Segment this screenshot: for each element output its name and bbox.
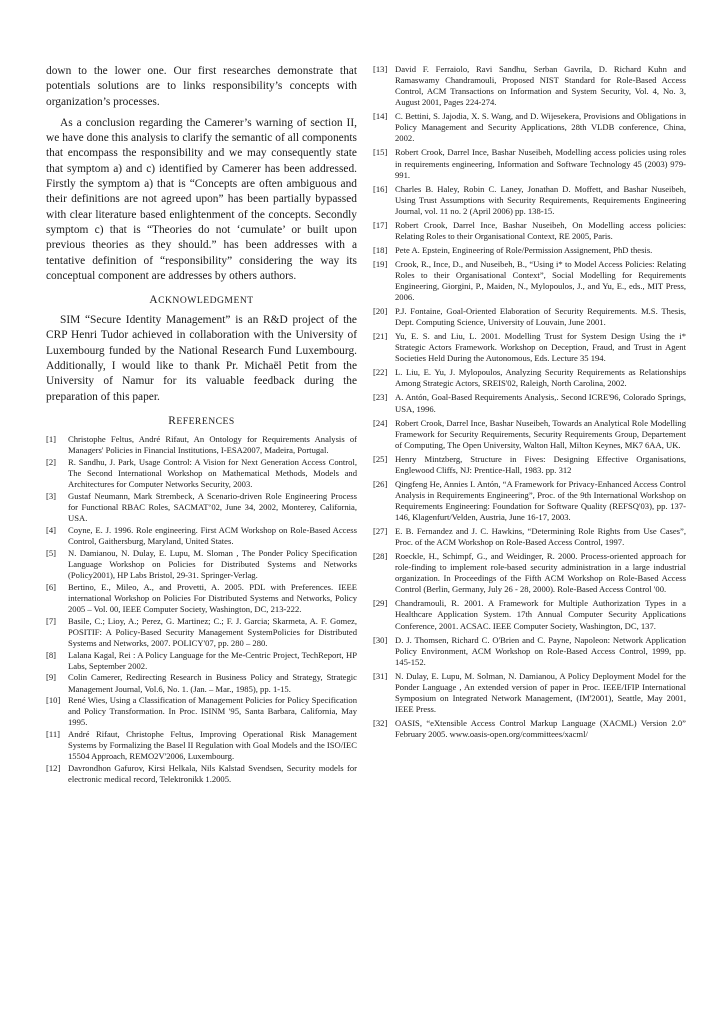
reference-item [46, 582, 357, 615]
reference-text: Henry Mintzberg, Structure in Fives: Designing Effective Organisations, Englewood Cliffs, NJ: Prentice-Hall, 1983. pp. 312 [395, 453, 686, 475]
reference-item [373, 418, 686, 451]
acknowledgment-text: SIM “Secure Identity Management” is an R&D project of the CRP Henri Tudor achieved in collaboration with the University of Luxembourg funded by the National Research Fund Luxembourg. Additionally, I would like to thank Pr. Michaël Petit from the University of Namur for its valuable feedback during the preparation of this paper. [46, 314, 357, 403]
reference-number: [17] [373, 219, 388, 230]
reference-item [46, 650, 357, 672]
reference-number: [12] [46, 763, 61, 774]
reference-number: [31] [373, 670, 388, 681]
reference-text: André Rifaut, Christophe Feltus, Improving Operational Risk Management Systems by Formalizing the Basel II Regulation with Goal Models and the ISO/IEC 15504 Approach, REMO2V'2006, Luxembourg. [68, 729, 357, 762]
reference-text: Qingfeng He, Annies I. Antón, “A Framework for Privacy-Enhanced Access Control Analysis in Requirements Engineering”, Proc. of the 9th International Workshop on Requirements Engineering: Foundation for Software Quality (REFSQ'03), pp. 137-146, Klagenfurt/Velden, Austria, June 16-17, 2003. [395, 478, 686, 523]
references-heading-rest: EFERENCES [176, 415, 235, 427]
reference-number: [21] [373, 331, 388, 342]
reference-text: Bertino, E., Mileo, A., and Provetti, A. 2005. PDL with Preferences. IEEE international Workshop on Policies For Distributed Systems and Networks, Policy 2005 – Vol. 00, IEEE Computer Society, Washington, DC, 213-222. [68, 581, 357, 614]
reference-number: [2] [46, 456, 57, 467]
reference-list-right [373, 64, 686, 740]
reference-text: Coyne, E. J. 1996. Role engineering. First ACM Workshop on Role-Based Access Control, Gaithersburg, Maryland, United States. [68, 524, 357, 546]
reference-text: Crook, R., Ince, D., and Nuseibeh, B., “Using i* to Model Access Policies: Relating Roles to their Organisational Context”, Social Modelling for Requirements Engineering, Giorgini, P., Maiden, N., Mylopoulos, J., and Yu, E., eds., MIT Press, 2006. [395, 258, 686, 303]
reference-number: [11] [46, 729, 60, 740]
reference-number: [25] [373, 453, 388, 464]
reference-number: [5] [46, 547, 57, 558]
reference-text: Lalana Kagal, Rei : A Policy Language for the Me-Centric Project, TechReport, HP Labs, September 2002. [68, 649, 357, 671]
reference-number: [27] [373, 526, 388, 537]
reference-number: [32] [373, 717, 388, 728]
reference-item [373, 551, 686, 595]
reference-text: Davrondhon Gafurov, Kirsi Helkala, Nils Kalstad Svendsen, Security models for electronic medical record, Telektronikk 1.2005. [68, 763, 357, 785]
reference-number: [18] [373, 244, 388, 255]
reference-item [373, 220, 686, 242]
reference-text: C. Bettini, S. Jajodia, X. S. Wang, and D. Wijesekera, Provisions and Obligations in Policy Management and Security Applications, 28th VLDB conference, China, 2002. [395, 111, 686, 144]
reference-item [373, 671, 686, 715]
reference-number: [24] [373, 417, 388, 428]
reference-item [46, 434, 357, 456]
reference-item [373, 147, 686, 180]
reference-number: [22] [373, 367, 388, 378]
reference-item [373, 259, 686, 303]
reference-text: A. Antón, Goal-Based Requirements Analysis,. Second ICRE'96, Colorado Springs, USA, 1996. [395, 392, 686, 414]
reference-text: Pete A. Epstein, Engineering of Role/Permission Assignement, PhD thesis. [395, 244, 653, 255]
reference-number: [13] [373, 64, 388, 74]
reference-text: Chandramouli, R. 2001. A Framework for Multiple Authorization Types in a Healthcare Application System. 17th Annual Computer Security Applications Conference, 2001. ACSAC. IEEE Computer Society, Washington, DC, 137. [395, 598, 686, 631]
reference-item [373, 111, 686, 144]
reference-text: Roeckle, H., Schimpf, G., and Weidinger, R. 2000. Process-oriented approach for role-finding to implement role-based security administration in a large industrial organization. In Proceedings of the Fifth ACM Workshop on Role-Based Access Control (Berlin, Germany, July 26 - 28, 2000). Role-Based Access Control '00. [395, 551, 686, 595]
reference-item [46, 763, 357, 785]
reference-text: N. Damianou, N. Dulay, E. Lupu, M. Sloman , The Ponder Policy Specification Language Workshop on Policies for Distributed Systems and Networks (Policy2001), HP Labs Bristol, 29-31. Springer-Verlag. [68, 547, 357, 580]
reference-text: L. Liu, E. Yu, J. Mylopoulos, Analyzing Security Requirements as Relationships Among Strategic Actors, SREIS'02, Raleigh, North Carolina, 2002. [395, 367, 686, 389]
reference-item [373, 392, 686, 414]
reference-list-left [46, 434, 357, 785]
reference-text: Christophe Feltus, André Rifaut, An Ontology for Requirements Analysis of Managers' Policies in Financial Institutions, I-ESA2007, Madeira, Portugal. [68, 433, 357, 456]
reference-item [373, 331, 686, 364]
reference-number: [6] [46, 581, 57, 592]
reference-number: [1] [46, 433, 57, 444]
reference-number: [14] [373, 111, 388, 122]
reference-item [373, 454, 686, 476]
reference-number: [8] [46, 649, 57, 660]
acknowledgment-heading [46, 294, 357, 306]
body-paragraph: down to the lower one. Our first researches demonstrate that potentials solutions are to links responsibility’s concepts with organization’s processes. [46, 65, 357, 108]
reference-item [373, 479, 686, 523]
reference-item [46, 695, 357, 728]
reference-item [373, 635, 686, 668]
references-heading-initial: R [168, 414, 177, 427]
reference-item [46, 457, 357, 490]
reference-text: R. Sandhu, J. Park, Usage Control: A Vision for Next Generation Access Control, The Second International Workshop on Mathematical Methods, Models and Architectures for Computer Networks Security, 2003. [68, 456, 357, 489]
acknowledgment-heading-initial: A [149, 294, 159, 307]
reference-text: Charles B. Haley, Robin C. Laney, Jonathan D. Moffett, and Bashar Nuseibeh, Using Trust Assumptions with Security Requirements, Requirements Engineering Journal, vol. 11 no. 2 (April 2006) pp. 138-15. [395, 183, 686, 216]
reference-text: N. Dulay, E. Lupu, M. Solman, N. Damianou, A Policy Deployment Model for the Ponder Language , An extended version of paper in Proc. IEEE/IFIP International Symposium on Integrated Network Management, (IM'2001), Seattle, May 2001, IEEE Press. [395, 670, 686, 714]
reference-item [373, 64, 686, 108]
reference-number: [3] [46, 490, 57, 501]
reference-number: [29] [373, 598, 388, 609]
reference-item [46, 616, 357, 649]
reference-number: [10] [46, 695, 61, 706]
reference-text: P.J. Fontaine, Goal-Oriented Elaboration of Security Requirements. M.S. Thesis, Dept. Computing Science, University of Louvain, June 2001. [395, 306, 686, 328]
reference-number: [4] [46, 524, 57, 535]
reference-item [373, 718, 686, 740]
reference-item [46, 729, 357, 762]
reference-number: [19] [373, 258, 388, 269]
reference-number: [20] [373, 306, 388, 317]
references-heading [46, 415, 357, 427]
reference-item [46, 672, 357, 694]
reference-text: René Wies, Using a Classification of Management Policies for Policy Specification and Policy Transformation. In Proc. ISINM '95, Santa Barbara, California, May 1995. [68, 695, 357, 728]
reference-item [373, 367, 686, 389]
reference-text: OASIS, “eXtensible Access Control Markup Language (XACML) Version 2.0” February 2005. www.oasis-open.org/committees/xacml/ [395, 717, 686, 740]
right-column [373, 64, 686, 743]
reference-number: [16] [373, 183, 388, 194]
reference-number: [23] [373, 392, 388, 403]
body-paragraph: As a conclusion regarding the Camerer’s warning of section II, we have done this analysis to clarify the semantic of all components that encompass the responsibility and we may consequently state that symptom a) and c) identified by Camerer has been addressed. Firstly the symptom a) that is “Concepts are often ambiguous and their definitions are not agreed upon” has been partially bypassed with clear literature based enlightenment of the concepts. Secondly symptom c) that is “Theories do not ‘cumulate’ or built upon previous theories as they should.” has been addresses with a tentative definition of “responsibility” considering the way its conceptual component are addresses by others authors. [46, 116, 357, 282]
reference-item [373, 598, 686, 631]
reference-text: E. B. Fernandez and J. C. Hawkins, “Determining Role Rights from Use Cases”, Proc. of the ACM Workshop on Role-Based Access Control, 1997. [395, 526, 686, 548]
reference-number: [15] [373, 147, 388, 158]
reference-item [373, 526, 686, 548]
reference-item [46, 491, 357, 524]
reference-number: [30] [373, 634, 388, 645]
reference-number: [9] [46, 672, 57, 683]
reference-text: David F. Ferraiolo, Ravi Sandhu, Serban Gavrila, D. Richard Kuhn and Ramaswamy Chandramouli, Proposed NIST Standard for Role-Based Access Control, ACM Transactions on Information and System Security, Vol. 4, No. 3, August 2001, Pages 224-274. [395, 64, 686, 108]
reference-number: [26] [373, 478, 388, 489]
reference-text: Yu, E. S. and Liu, L. 2001. Modelling Trust for System Design Using the i* Strategic Actors Framework. Workshop on Deception, Fraud, and Trust in Agent Societies Held During the Autonomous, Eds. Lecture 35 194. [395, 331, 686, 364]
reference-text: Colin Camerer, Redirecting Research in Business Policy and Strategy, Strategic Management Journal, Vol.6, No. 1. (Jan. – Mar., 1985), pp. 1-15. [68, 672, 357, 694]
reference-text: Robert Crook, Darrel Ince, Bashar Nuseibeh, On Modelling access policies: Relating Roles to their Organisational Context, RE 2005, Paris. [395, 219, 686, 241]
reference-item [373, 245, 686, 256]
reference-text: Robert Crook, Darrel Ince, Bashar Nuseibeh, Towards an Analytical Role Modelling Framework for Security Requirements, Security Requirements Group, Departement of Computing, The Open University, Walton Hall, Milton Keynes, MK7 6AA, UK. [395, 417, 686, 450]
reference-text: D. J. Thomsen, Richard C. O'Brien and C. Payne, Napoleon: Network Application Policy Environment, ACM Workshop on Role-Based Access Control, 1999, pp. 145-152. [395, 634, 686, 667]
reference-text: Basile, C.; Lioy, A.; Perez, G. Martinez; C.; F. J. Garcia; Skarmeta, A. F. Gomez, POSITIF: A Policy-Based Security Management SystemPolicies for Distributed Systems and Networks, 2007. POLICY'07, pp. 280 – 280. [68, 615, 357, 648]
reference-text: Gustaf Neumann, Mark Strembeck, A Scenario-driven Role Engineering Process for Functional RBAC Roles, SACMAT’02, June 34, 2002, Monterey, California, USA. [68, 490, 357, 523]
reference-number: [28] [373, 551, 388, 562]
reference-item [373, 184, 686, 217]
acknowledgment-heading-rest: CKNOWLEDGMENT [158, 295, 254, 307]
reference-item [46, 525, 357, 547]
reference-item [46, 548, 357, 581]
reference-number: [7] [46, 615, 57, 626]
left-column [46, 64, 357, 786]
reference-text: Robert Crook, Darrel Ince, Bashar Nuseibeh, Modelling access policies using roles in requirements engineering, Information and Software Technology 45 (2003) 979-991. [395, 147, 686, 180]
reference-item [373, 306, 686, 328]
